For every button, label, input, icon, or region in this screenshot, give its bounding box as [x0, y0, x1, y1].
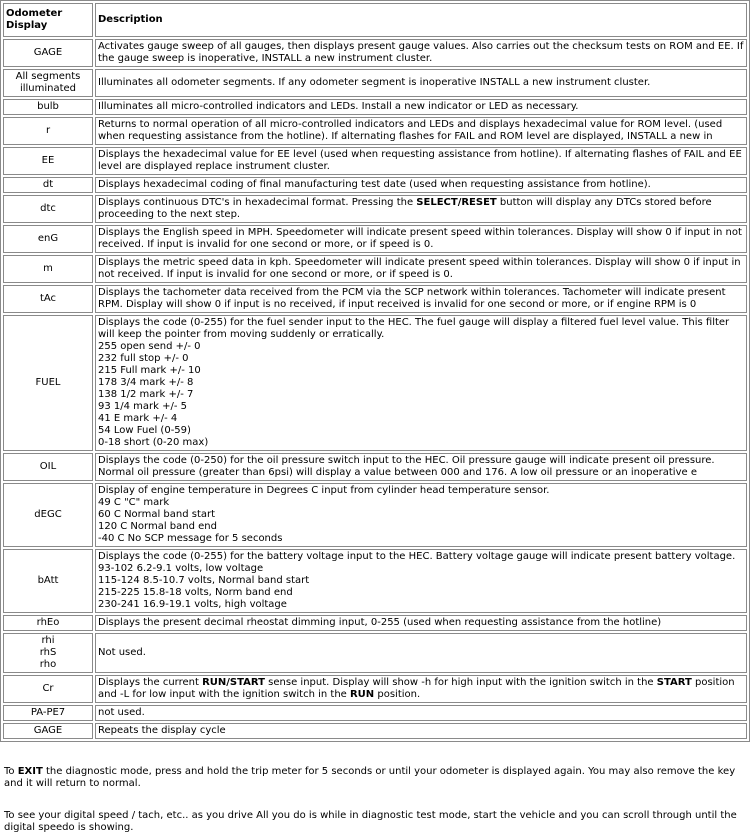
table-row — [3, 615, 747, 631]
table-row — [3, 177, 747, 193]
description-cell: Displays the tachometer data received from the PCM via the SCP network within tolerances. Tachometer will indicate present RPM. Display will show 0 if input is no received, if input received is invalid for one second or more, or if engine RPM is 0 — [95, 285, 747, 313]
header-col1-line2: Display — [6, 20, 48, 31]
table-row — [3, 549, 747, 613]
code-cell: PA-PE7 — [3, 705, 93, 721]
value-line: 120 C Normal band end — [98, 521, 217, 532]
description-cell: Displays the code (0-250) for the oil pressure switch input to the HEC. Oil pressure gauge will indicate present oil pressure. Normal oil pressure (greater than 6psi) will display a value between 000 and 176. A low oil pressure or an inoperative e — [95, 453, 747, 481]
table-row — [3, 483, 747, 547]
value-line: 60 C Normal band start — [98, 509, 216, 520]
value-line: 215 Full mark +/- 10 — [98, 365, 201, 376]
code-cell: GAGE — [3, 39, 93, 67]
value-line: 93 1/4 mark +/- 5 — [98, 401, 188, 412]
code-cell: bulb — [3, 99, 93, 115]
desc-text: position and -L for low input with the ignition switch in the — [98, 677, 735, 700]
code-cell: rhEo — [3, 615, 93, 631]
desc-text: Displays the current — [98, 677, 203, 688]
table-row — [3, 705, 747, 721]
value-line: 138 1/2 mark +/- 7 — [98, 389, 194, 400]
description-cell: Displays the hexadecimal value for EE level (used when requesting assistance from hotline). If alternating flashes of FAIL and EE level are displayed replace instrument cluster. — [95, 147, 747, 175]
description-cell — [95, 549, 747, 613]
table-row — [3, 69, 747, 97]
table-row — [3, 117, 747, 145]
code-cell: tAc — [3, 285, 93, 313]
footer-text: the diagnostic mode, press and hold the trip meter for 5 seconds or until your odometer is displayed again. You may also remove the key and it will return to normal. — [4, 766, 736, 789]
footer-text: To — [4, 766, 18, 777]
value-line: 232 full stop +/- 0 — [98, 353, 189, 364]
code-cell: GAGE — [3, 723, 93, 739]
description-cell — [95, 195, 747, 223]
value-line: 255 open send +/- 0 — [98, 341, 201, 352]
description-cell: Illuminates all micro-controlled indicators and LEDs. Install a new indicator or LED as necessary. — [95, 99, 747, 115]
value-line: 41 E mark +/- 4 — [98, 413, 178, 424]
value-line: 178 3/4 mark +/- 8 — [98, 377, 194, 388]
description-cell: Activates gauge sweep of all gauges, then displays present gauge values. Also carries out the checksum tests on ROM and EE. If the gauge sweep is inoperative, INSTALL a new instrument cluster. — [95, 39, 747, 67]
code-line: rho — [39, 659, 57, 670]
code-line: All segments — [15, 71, 81, 82]
select-reset-label: SELECT/RESET — [416, 197, 497, 208]
value-line: 93-102 6.2-9.1 volts, low voltage — [98, 563, 264, 574]
header-odometer-display — [3, 3, 93, 37]
code-line: rhi — [41, 635, 55, 646]
description-cell — [95, 675, 747, 703]
desc-text: Displays the code (0-255) for the fuel sender input to the HEC. The fuel gauge will display a filtered fuel level value. This filter will keep the pointer from moving suddenly or erratically. — [98, 317, 730, 340]
value-line: -40 C No SCP message for 5 seconds — [98, 533, 283, 544]
desc-text: Displays continuous DTC's in hexadecimal format. Pressing the — [98, 197, 417, 208]
header-description: Description — [95, 3, 747, 37]
code-cell: dt — [3, 177, 93, 193]
description-cell: Repeats the display cycle — [95, 723, 747, 739]
code-line: rhS — [39, 647, 57, 658]
table-row — [3, 147, 747, 175]
table-header-row — [3, 3, 747, 37]
table-row — [3, 99, 747, 115]
exit-instructions — [4, 766, 744, 790]
run-label: RUN — [349, 689, 375, 700]
value-line: 115-124 8.5-10.7 volts, Normal band start — [98, 575, 310, 586]
code-cell: dtc — [3, 195, 93, 223]
start-label: START — [656, 677, 692, 688]
code-cell: dEGC — [3, 483, 93, 547]
digital-speed-instructions: To see your digital speed / tach, etc.. as you drive All you do is while in diagnostic test mode, start the vehicle and you can scroll through until the digital speedo is showing. — [4, 810, 737, 833]
table-row — [3, 285, 747, 313]
table-row — [3, 675, 747, 703]
header-col1-line1: Odometer — [6, 8, 63, 19]
value-line: 54 Low Fuel (0-59) — [98, 425, 191, 436]
desc-text: sense input. Display will show -h for high input with the ignition switch in the — [265, 677, 657, 688]
value-line: 49 C "C" mark — [98, 497, 170, 508]
desc-text: button will display any DTCs stored before proceeding to the next step. — [98, 197, 712, 220]
desc-text: Display of engine temperature in Degrees C input from cylinder head temperature sensor. — [98, 485, 550, 496]
description-cell: Not used. — [95, 633, 747, 673]
code-cell: bAtt — [3, 549, 93, 613]
code-cell: Cr — [3, 675, 93, 703]
exit-label: EXIT — [17, 766, 43, 777]
description-cell: Displays the present decimal rheostat dimming input, 0-255 (used when requesting assistance from the hotline) — [95, 615, 747, 631]
table-row — [3, 633, 747, 673]
code-cell — [3, 69, 93, 97]
run-start-label: RUN/START — [202, 677, 265, 688]
code-cell: m — [3, 255, 93, 283]
value-line: 0-18 short (0-20 max) — [98, 437, 209, 448]
desc-text: position. — [374, 689, 421, 700]
code-line: illuminated — [19, 83, 77, 94]
table-row — [3, 453, 747, 481]
code-cell: FUEL — [3, 315, 93, 451]
value-line: 215-225 15.8-18 volts, Norm band end — [98, 587, 293, 598]
code-cell: OIL — [3, 453, 93, 481]
description-cell — [95, 483, 747, 547]
description-cell: Displays the metric speed data in kph. Speedometer will indicate present speed within tolerances. Display will show 0 if input in not received. If input is invalid for one second or more, or if speed is 0. — [95, 255, 747, 283]
code-cell: EE — [3, 147, 93, 175]
table-row — [3, 315, 747, 451]
code-cell: r — [3, 117, 93, 145]
table-row — [3, 255, 747, 283]
value-line: 230-241 16.9-19.1 volts, high voltage — [98, 599, 287, 610]
description-cell: Displays the English speed in MPH. Speedometer will indicate present speed within tolerances. Display will show 0 if input in not received. If input is invalid for one second or more, or if speed is 0. — [95, 225, 747, 253]
description-cell: Illuminates all odometer segments. If any odometer segment is inoperative INSTALL a new instrument cluster. — [95, 69, 747, 97]
description-cell: Displays hexadecimal coding of final manufacturing test date (used when requesting assistance from hotline). — [95, 177, 747, 193]
table-row — [3, 195, 747, 223]
desc-text: Displays the code (0-255) for the battery voltage input to the HEC. Battery voltage gauge will indicate present battery voltage. — [98, 551, 736, 562]
code-cell — [3, 633, 93, 673]
code-cell: enG — [3, 225, 93, 253]
description-cell: not used. — [95, 705, 747, 721]
description-cell — [95, 315, 747, 451]
table-row — [3, 39, 747, 67]
table-row — [3, 225, 747, 253]
table-row — [3, 723, 747, 739]
description-cell: Returns to normal operation of all micro-controlled indicators and LEDs and displays hexadecimal value for ROM level. (used when requesting assistance from the hotline). If alternating flashes for FAIL and ROM level are displayed, INSTALL a new in — [95, 117, 747, 145]
